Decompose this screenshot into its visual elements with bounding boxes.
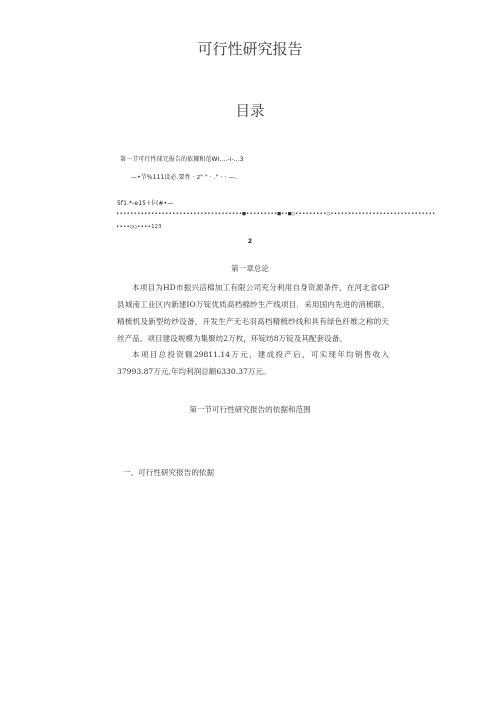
page-number: 2 xyxy=(247,238,253,245)
toc-leader-page: ••••○○••••123 xyxy=(116,224,162,230)
toc-entry-1: 第一节可行性球冗报告的依據和范WI....-i-...3 xyxy=(120,156,244,163)
subsection-title: 一、可行性研究报告的依据 xyxy=(123,468,215,477)
toc-entry-2: —•节%111设必.要性 · z" " · ." · · —. xyxy=(131,174,237,181)
paragraph-project-overview: 本项目为HD市振兴涪棉加工有限公司充分利用自身资源条件，在河北省GP县城南工业区内新建IO万锭优质高档棉纱生产线项目．采用国内先进的消梳联、精梳机及新型纺纱设备，开发生产无毛羽高档精梳纱线和具有绿色纤维之称的天丝产品。项目建设规模为集聚纺2万枚，环锭纺8万锭及其配套设备。 xyxy=(117,283,389,343)
section-title: 第一节可行性研究报告的依据和范围 xyxy=(189,405,311,414)
toc-leader-dots: ••••••••••••••••••••••••••••••••••••■•••••••••■••■○•••••••••○•••••••••••••••••••••••••••••• xyxy=(116,211,436,217)
toc-entry-3: 5f1.*-e15 Ⅰ卡(#•— xyxy=(117,200,174,207)
toc-heading: 目录 xyxy=(235,104,265,120)
chapter-title: 第一章总论 xyxy=(231,264,269,273)
document-title: 可行性研究报告 xyxy=(197,40,303,58)
paragraph-investment: 本项目总投资额29811.14万元，建成投产后，可实现年均销售收入37993.87万元,年均利润总额6330.37万元。 xyxy=(117,350,389,376)
